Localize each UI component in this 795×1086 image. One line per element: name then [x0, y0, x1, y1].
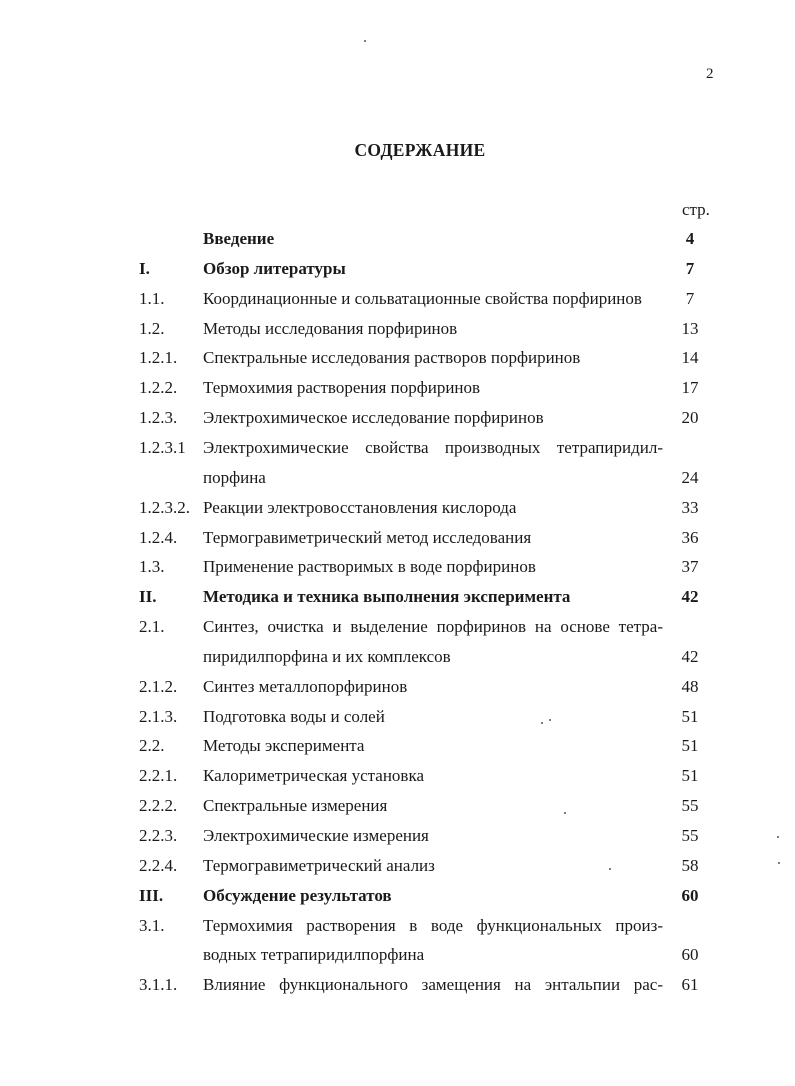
scan-speck [778, 862, 780, 864]
toc-entry-title: Синтез, очистка и выделение порфиринов на основе тетра- [203, 617, 663, 636]
toc-entry-title: Подготовка воды и солей [203, 707, 385, 726]
toc-entry-page: 4 [685, 229, 695, 248]
toc-entry-title: Термохимия растворения порфиринов [203, 378, 481, 397]
toc-entry-title: Термогравиметрический анализ [203, 856, 435, 875]
toc-entry-title: Применение растворимых в воде порфиринов [203, 557, 536, 576]
toc-entry-page: 60 [681, 945, 699, 964]
toc-entry-number: II. [139, 587, 157, 606]
toc-entry-page: 42 [681, 587, 699, 606]
toc-entry-page: 58 [681, 856, 699, 875]
toc-entry-title: Координационные и сольватационные свойства порфиринов [203, 289, 642, 308]
scan-speck [549, 719, 551, 721]
toc-entry-number: 1.2.3.2. [139, 498, 190, 517]
toc-entry-number: 1.2.3. [139, 408, 178, 427]
toc-entry-title: Электрохимические свойства производных тетрапиридил- [203, 438, 663, 457]
toc-entry-number: 2.2. [139, 736, 165, 755]
toc-entry-page: 14 [681, 348, 699, 367]
page-title: СОДЕРЖАНИЕ [354, 140, 486, 160]
toc-entry-page: 13 [681, 319, 699, 338]
toc-entry-page: 51 [681, 766, 699, 785]
toc-entry-number: I. [139, 259, 150, 278]
toc-entry-page: 48 [681, 677, 699, 696]
toc-entry-title: Электрохимические измерения [203, 826, 429, 845]
toc-entry-page: 24 [681, 468, 699, 487]
toc-entry-number: 2.2.1. [139, 766, 178, 785]
toc-entry-number: 1.2.1. [139, 348, 178, 367]
toc-entry-number: 2.2.4. [139, 856, 178, 875]
toc-entry-page: 17 [681, 378, 699, 397]
toc-entry-number: 2.2.3. [139, 826, 178, 845]
toc-entry-title: Термогравиметрический метод исследования [203, 528, 532, 547]
toc-entry-title: Синтез металлопорфиринов [203, 677, 408, 696]
scan-speck [364, 40, 366, 42]
toc-entry-title: Спектральные измерения [203, 796, 388, 815]
toc-entry-title: Обзор литературы [203, 259, 346, 278]
toc-entry-title: Реакции электровосстановления кислорода [203, 498, 517, 517]
toc-entry-page: 36 [681, 528, 699, 547]
toc-entry-number: 2.1.3. [139, 707, 178, 726]
toc-entry-number: 1.1. [139, 289, 165, 308]
toc-entry-title: Методы эксперимента [203, 736, 365, 755]
toc-entry-page: 33 [681, 498, 699, 517]
toc-entry-page: 60 [681, 886, 699, 905]
toc-entry-number: 1.2.3.1 [139, 438, 186, 457]
toc-entry-page: 55 [681, 796, 699, 815]
toc-entry-title: Электрохимическое исследование порфиринов [203, 408, 544, 427]
scan-speck [541, 722, 543, 724]
page-number: 2 [706, 66, 714, 82]
toc-entry-number: 3.1.1. [139, 975, 178, 994]
toc-entry-title: Спектральные исследования растворов порфиринов [203, 348, 581, 367]
toc-entry-title: Введение [203, 229, 275, 248]
toc-entry-page: 51 [681, 707, 699, 726]
page-column-header: стр. [682, 200, 710, 219]
toc-entry-title: Калориметрическая установка [203, 766, 425, 785]
toc-entry-number: 1.3. [139, 557, 165, 576]
toc-entry-title: порфина [203, 468, 266, 487]
toc-entry-title: Обсуждение результатов [203, 886, 392, 905]
toc-entry-title: Влияние функционального замещения на энтальпии рас- [203, 975, 663, 994]
toc-entry-number: 1.2. [139, 319, 165, 338]
scan-speck [564, 812, 566, 814]
scan-speck [609, 868, 611, 870]
toc-entry-number: III. [139, 886, 164, 905]
toc-entry-number: 2.1. [139, 617, 165, 636]
toc-entry-number: 2.1.2. [139, 677, 178, 696]
scan-speck [777, 836, 779, 838]
toc-entry-title: Методы исследования порфиринов [203, 319, 458, 338]
toc-entry-page: 20 [681, 408, 699, 427]
toc-entry-page: 61 [681, 975, 699, 994]
toc-entry-number: 2.2.2. [139, 796, 178, 815]
toc-entry-page: 7 [685, 289, 695, 308]
toc-entry-page: 51 [681, 736, 699, 755]
toc-entry-title: Термохимия растворения в воде функциональных произ- [203, 916, 663, 935]
toc-entry-page: 42 [681, 647, 699, 666]
toc-entry-title: водных тетрапиридилпорфина [203, 945, 425, 964]
toc-entry-title: пиридилпорфина и их комплексов [203, 647, 451, 666]
toc-entry-page: 7 [685, 259, 695, 278]
toc-entry-page: 55 [681, 826, 699, 845]
toc-entry-page: 37 [681, 557, 699, 576]
toc-entry-number: 1.2.2. [139, 378, 178, 397]
toc-entry-title: Методика и техника выполнения эксперимента [203, 587, 571, 606]
toc-entry-number: 1.2.4. [139, 528, 178, 547]
toc-entry-number: 3.1. [139, 916, 165, 935]
